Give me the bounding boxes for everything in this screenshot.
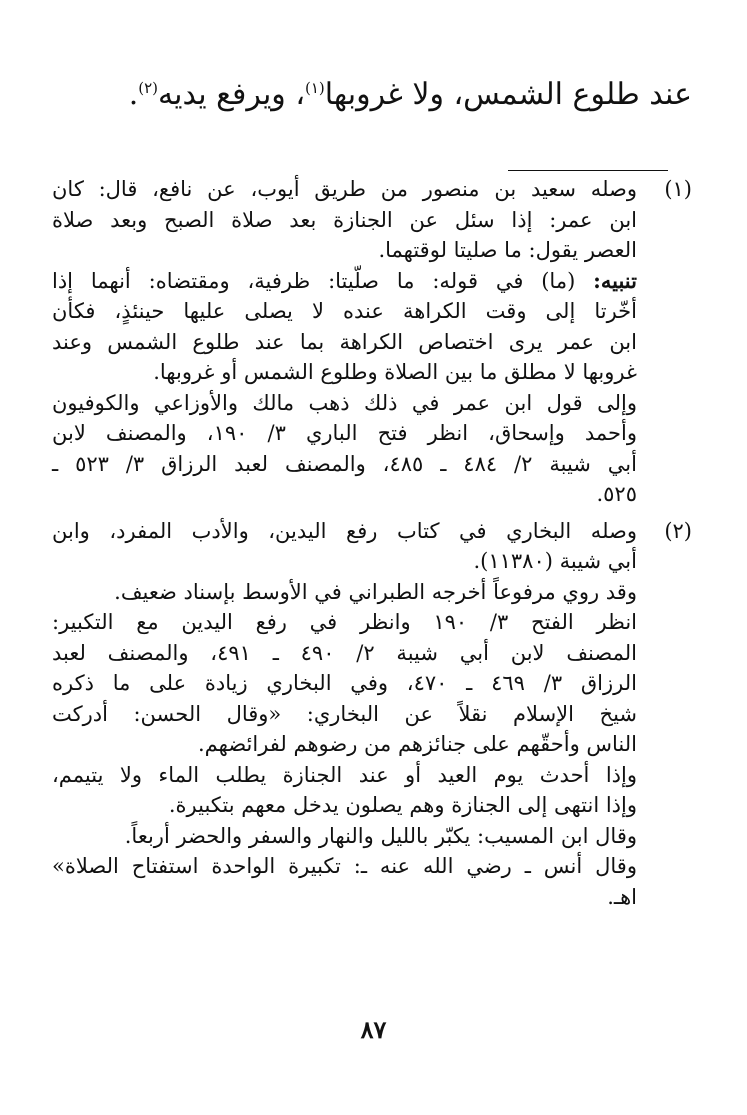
- footnote-1: [52, 174, 692, 510]
- footnote-line: وإذا أحدث يوم العيد أو عند الجنازة يطلب الماء ولا يتيمم،: [52, 762, 637, 787]
- footnote-line: ٥٢٥.: [596, 482, 637, 506]
- page-number: ٨٧: [360, 1015, 387, 1044]
- footnote-line: وقال أنس ـ رضي الله عنه ـ: تكبيرة الواحدة استفتاح الصلاة»: [52, 854, 637, 878]
- footnote-line: وأحمد وإسحاق، انظر فتح الباري ٣/ ١٩٠، والمصنف لابن: [52, 421, 637, 445]
- footnote-line: وقد روي مرفوعاً أخرجه الطبراني في الأوسط بإسناد ضعيف.: [114, 579, 637, 604]
- footnote-line: الرزاق ٣/ ٤٦٩ ـ ٤٧٠، وفي البخاري زيادة على ما ذكره: [52, 671, 637, 695]
- footnote-line: انظر الفتح ٣/ ١٩٠ وانظر في رفع اليدين مع التكبير:: [52, 610, 638, 634]
- footnote-line: أخّرتا إلى وقت الكراهة عنده لا يصلى عليها حينئذٍ، فكأن: [52, 299, 637, 323]
- footnote-number: (٢): [664, 518, 692, 543]
- footnotes: [52, 174, 692, 912]
- footnote-line: العصر يقول: ما صليتا لوقتهما.: [378, 238, 637, 262]
- main-text-part-3: .: [128, 77, 139, 112]
- footnote-line: أبي شيبة ٢/ ٤٨٤ ـ ٤٨٥، والمصنف لعبد الرزاق ٣/ ٥٢٣ ـ: [52, 451, 637, 476]
- footnote-number: (١): [664, 177, 692, 201]
- footnote-ref-1: (١): [305, 79, 325, 97]
- footnote-line: وصله البخاري في كتاب رفع اليدين، والأدب المفرد، وابن: [52, 518, 637, 543]
- footnote-line: اهـ.: [607, 884, 637, 909]
- note-label-rest: (ما) في قوله: ما صلّيتا: ظرفية، ومقتضاه: أنهما إذا: [52, 268, 594, 293]
- footnote-body: [52, 174, 637, 510]
- footnote-line: المصنف لابن أبي شيبة ٢/ ٤٩٠ ـ ٤٩١، والمصنف لعبد: [52, 640, 637, 665]
- footnote-line: غروبها لا مطلق ما بين الصلاة وطلوع الشمس أو غروبها.: [153, 360, 637, 384]
- footnote-line: شيخ الإسلام نقلاً عن البخاري: «وقال الحسن: أدركت: [52, 701, 637, 726]
- footnote-2: [52, 516, 692, 913]
- footnote-line: ابن عمر: إذا سئل عن الجنازة بعد صلاة الصبح وبعد صلاة: [52, 207, 637, 232]
- footnote-separator: [508, 170, 668, 171]
- main-text-part-2: ، ويرفع يديه: [158, 77, 305, 112]
- footnote-line: وإذا انتهى إلى الجنازة وهم يصلون يدخل معهم بتكبيرة.: [168, 793, 637, 817]
- note-label: تنبيه:: [593, 267, 637, 293]
- footnote-line: [52, 266, 637, 297]
- footnote-line: وقال ابن المسيب: يكبّر بالليل والنهار والسفر والحضر أربعاً.: [124, 823, 637, 848]
- footnote-line: وإلى قول ابن عمر في ذلك ذهب مالك والأوزاعي والكوفيون: [52, 390, 637, 415]
- footnote-line: الناس وأحقّهم على جنائزهم من رضوهم لفرائضهم.: [197, 732, 637, 756]
- footnote-body: [52, 516, 637, 913]
- footnote-line: وصله سعيد بن منصور من طريق أيوب، عن نافع، قال: كان: [52, 177, 637, 201]
- footnote-line: أبي شيبة (١١٣٨٠).: [473, 549, 637, 573]
- main-text: [52, 72, 692, 118]
- footnote-ref-2: (٢): [138, 79, 159, 97]
- footnote-line: ابن عمر يرى اختصاص الكراهة بما عند طلوع الشمس وعند: [52, 329, 637, 354]
- main-text-part-1: عند طلوع الشمس، ولا غروبها: [324, 77, 692, 112]
